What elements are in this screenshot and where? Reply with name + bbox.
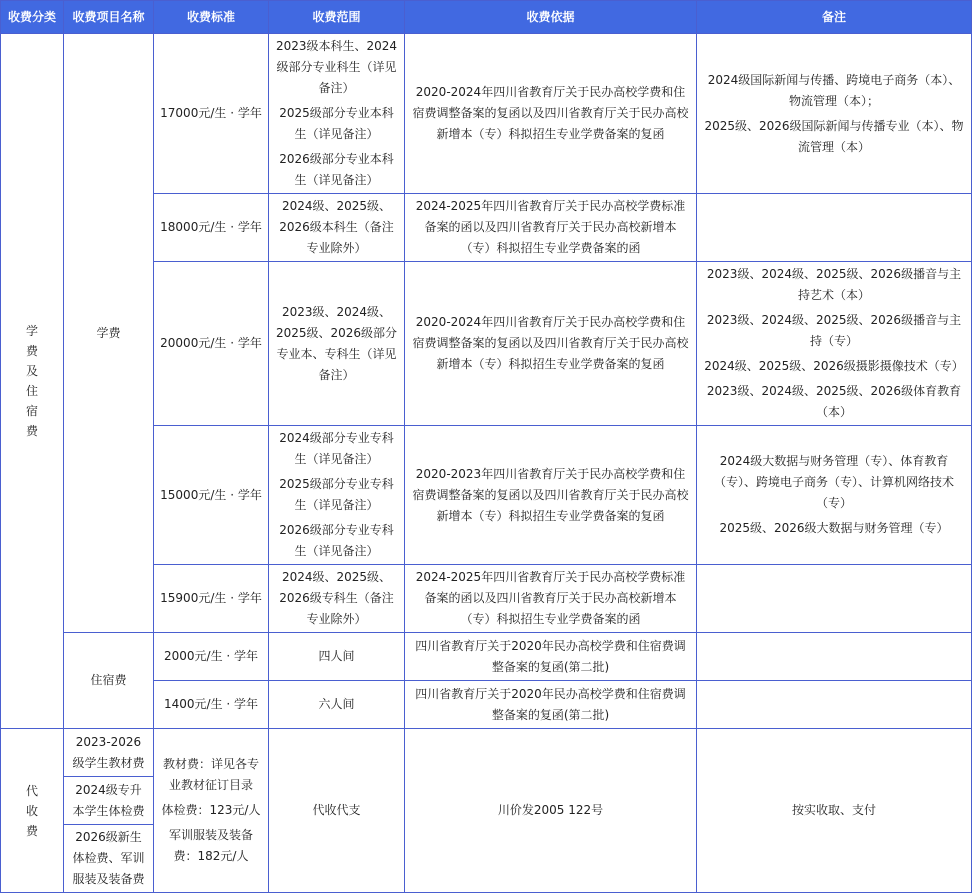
scope-line: 2025级部分专业本科生（详见备注）	[279, 106, 394, 141]
item-collected: 2026级新生体检费、军训服装及装备费	[64, 825, 154, 893]
category-char: 费	[25, 424, 38, 438]
category-char: 学	[25, 324, 38, 338]
header-standard: 收费标准	[154, 1, 269, 34]
category-char: 及	[25, 364, 38, 378]
basis-cell: 2020-2024年四川省教育厅关于民办高校学费和住宿费调整备案的复函以及四川省教育厅关于民办高校新增本（专）科拟招生专业学费备案的复函	[405, 262, 697, 426]
basis-cell: 四川省教育厅关于2020年民办高校学费和住宿费调整备案的复函(第二批)	[405, 681, 697, 729]
standard-cell: 15900元/生 · 学年	[154, 565, 269, 633]
table-row	[1, 729, 972, 777]
header-row	[1, 1, 972, 34]
category-char: 收	[25, 803, 38, 818]
standard-cell: 2000元/生 · 学年	[154, 633, 269, 681]
item-collected: 2024级专升本学生体检费	[64, 777, 154, 825]
header-item-name: 收费项目名称	[64, 1, 154, 34]
basis-cell: 2024-2025年四川省教育厅关于民办高校学费标准备案的函以及四川省教育厅关于民办高校新增本（专）科拟招生专业学费备案的函	[405, 194, 697, 262]
note-line: 2023级、2024级、2025级、2026级播音与主持（专）	[706, 313, 962, 348]
category-char: 代	[25, 783, 38, 798]
notes-cell	[697, 633, 972, 681]
category-collected	[1, 729, 64, 893]
standard-cell: 20000元/生 · 学年	[154, 262, 269, 426]
notes-cell: 按实收取、支付	[697, 729, 972, 893]
basis-cell: 四川省教育厅关于2020年民办高校学费和住宿费调整备案的复函(第二批)	[405, 633, 697, 681]
scope-line: 2026级部分专业本科生（详见备注）	[279, 152, 394, 187]
scope-line: 2024级、2025级、2026级本科生（备注专业除外）	[279, 199, 394, 255]
scope-cell	[269, 426, 405, 565]
scope-line: 2024级部分专业专科生（详见备注）	[279, 431, 394, 466]
header-basis: 收费依据	[405, 1, 697, 34]
basis-cell: 2020-2023年四川省教育厅关于民办高校学费和住宿费调整备案的复函以及四川省教育厅关于民办高校新增本（专）科拟招生专业学费备案的复函	[405, 426, 697, 565]
header-scope: 收费范围	[269, 1, 405, 34]
scope-cell: 六人间	[269, 681, 405, 729]
category-char: 费	[25, 344, 38, 358]
scope-cell	[269, 194, 405, 262]
scope-cell	[269, 565, 405, 633]
notes-cell	[697, 681, 972, 729]
item-tuition: 学费	[64, 34, 154, 633]
scope-line: 2024级、2025级、2026级专科生（备注专业除外）	[279, 570, 394, 626]
scope-line: 2023级本科生、2024级部分专业科生（详见备注）	[275, 39, 398, 95]
scope-line: 2023级、2024级、2025级、2026级部分专业本、专科生（详见备注）	[275, 304, 398, 382]
notes-cell	[697, 262, 972, 426]
note-line: 2024级、2025级、2026级摄影摄像技术（专）	[704, 359, 964, 373]
scope-line: 2026级部分专业专科生（详见备注）	[279, 523, 394, 558]
notes-cell	[697, 34, 972, 194]
item-collected: 2023-2026级学生教材费	[64, 729, 154, 777]
category-tuition-lodging	[1, 34, 64, 729]
item-lodging: 住宿费	[64, 633, 154, 729]
basis-cell: 2024-2025年四川省教育厅关于民办高校学费标准备案的函以及四川省教育厅关于民办高校新增本（专）科拟招生专业学费备案的函	[405, 565, 697, 633]
scope-cell: 代收代支	[269, 729, 405, 893]
notes-cell	[697, 194, 972, 262]
note-line: 2023级、2024级、2025级、2026级体育教育（本）	[706, 384, 962, 419]
standard-cell: 15000元/生 · 学年	[154, 426, 269, 565]
category-char: 宿	[25, 404, 38, 418]
notes-cell	[697, 426, 972, 565]
header-category: 收费分类	[1, 1, 64, 34]
basis-cell: 2020-2024年四川省教育厅关于民办高校学费和住宿费调整备案的复函以及四川省教育厅关于民办高校新增本（专）科拟招生专业学费备案的复函	[405, 34, 697, 194]
category-char: 费	[25, 823, 38, 838]
standard-cell	[154, 729, 269, 893]
standard-cell: 17000元/生 · 学年	[154, 34, 269, 194]
standard-line: 教材费：详见各专业教材征订目录	[162, 757, 259, 792]
category-char: 住	[25, 384, 38, 398]
scope-cell: 四人间	[269, 633, 405, 681]
note-line: 2024级大数据与财务管理（专）、体育教育（专）、跨境电子商务（专）、计算机网络技术（专）	[713, 454, 954, 510]
scope-line: 2025级部分专业专科生（详见备注）	[279, 477, 394, 512]
note-line: 2025级、2026级大数据与财务管理（专）	[719, 521, 949, 535]
basis-cell: 川价发2005 122号	[405, 729, 697, 893]
standard-cell: 1400元/生 · 学年	[154, 681, 269, 729]
notes-cell	[697, 565, 972, 633]
standard-line: 军训服装及装备费：182元/人	[168, 828, 253, 863]
scope-cell	[269, 34, 405, 194]
note-line: 2024级国际新闻与传播、跨境电子商务（本）、物流管理（本）；	[707, 72, 961, 108]
note-line: 2025级、2026级国际新闻与传播专业（本）、物流管理（本）	[704, 118, 964, 154]
table-row	[1, 34, 972, 194]
table-row	[1, 633, 972, 681]
scope-cell	[269, 262, 405, 426]
standard-line: 体检费：123元/人	[161, 803, 261, 817]
header-notes: 备注	[697, 1, 972, 34]
standard-cell: 18000元/生 · 学年	[154, 194, 269, 262]
note-line: 2023级、2024级、2025级、2026级播音与主持艺术（本）	[706, 267, 962, 302]
